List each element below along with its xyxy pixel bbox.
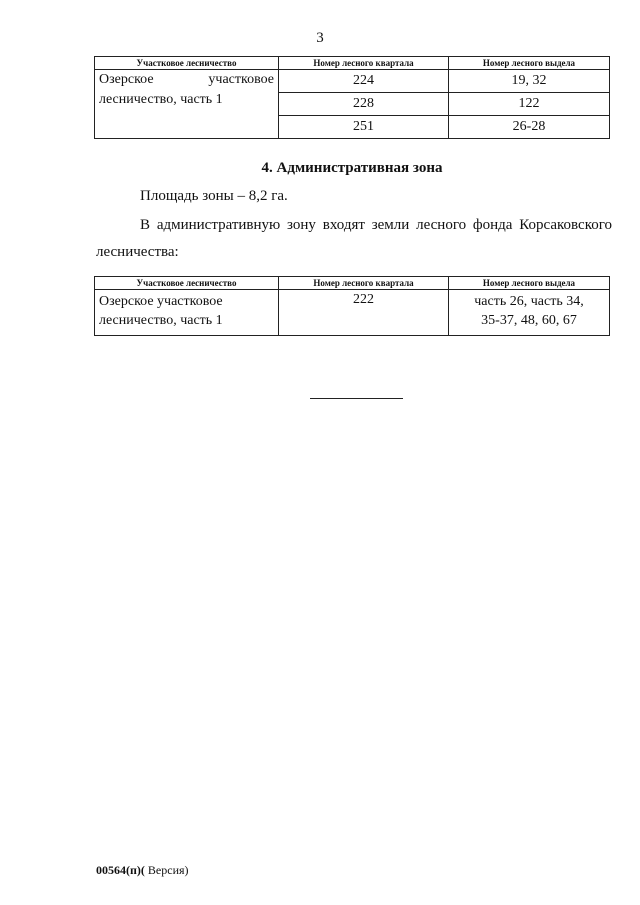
zone-area-text: Площадь зоны – 8,2 га. bbox=[140, 188, 288, 204]
column-header: Номер лесного квартала bbox=[279, 57, 449, 70]
table-row bbox=[95, 290, 610, 336]
table-header-row bbox=[95, 277, 610, 290]
quarter-cell: 251 bbox=[279, 116, 449, 139]
column-header: Номер лесного выдела bbox=[449, 57, 610, 70]
quarter-cell: 222 bbox=[279, 290, 449, 336]
allotment-cell bbox=[449, 290, 610, 336]
district-cell bbox=[95, 70, 279, 139]
allotment-cell: 122 bbox=[449, 93, 610, 116]
table-header-row bbox=[95, 57, 610, 70]
district-cell bbox=[95, 290, 279, 336]
quarter-cell: 224 bbox=[279, 70, 449, 93]
allotment-line: часть 26, часть 34, bbox=[474, 294, 584, 309]
forest-table-2 bbox=[94, 276, 610, 336]
district-line: лесничество, часть 1 bbox=[99, 92, 223, 107]
allotment-cell: 19, 32 bbox=[449, 70, 610, 93]
allotment-cell: 26-28 bbox=[449, 116, 610, 139]
divider-line bbox=[310, 398, 403, 399]
section-heading: 4. Административная зона bbox=[261, 160, 443, 176]
footer-code: 00564(п)( bbox=[96, 863, 145, 877]
district-line: Озерское участковое bbox=[99, 72, 274, 87]
document-footer bbox=[96, 863, 189, 878]
table-row bbox=[95, 70, 610, 93]
column-header: Участковое лесничество bbox=[95, 57, 279, 70]
district-line: лесничество, часть 1 bbox=[99, 313, 223, 328]
page-number: 3 bbox=[316, 30, 324, 46]
zone-description-text: В административную зону входят земли лесного фонда Корсаковского лесничества: bbox=[96, 217, 612, 260]
forest-table-1 bbox=[94, 56, 610, 139]
footer-version: Версия) bbox=[144, 863, 189, 877]
column-header: Номер лесного квартала bbox=[279, 277, 449, 290]
quarter-cell: 228 bbox=[279, 93, 449, 116]
allotment-line: 35-37, 48, 60, 67 bbox=[481, 313, 577, 328]
district-line: Озерское участковое bbox=[99, 294, 223, 309]
column-header: Участковое лесничество bbox=[95, 277, 279, 290]
column-header: Номер лесного выдела bbox=[449, 277, 610, 290]
